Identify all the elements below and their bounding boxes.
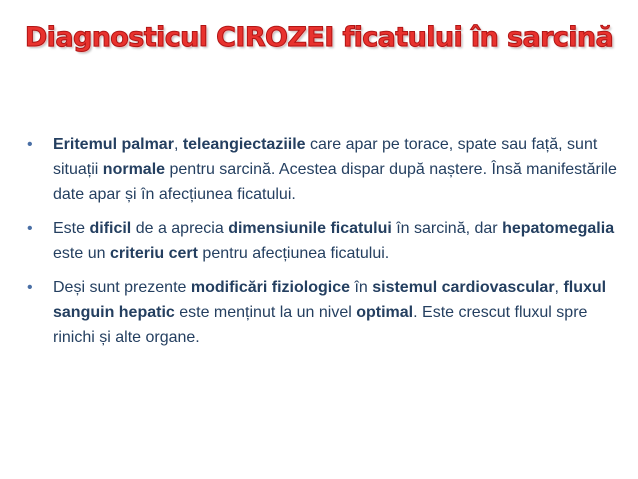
bullet-marker: • [27, 136, 33, 153]
text-segment: , [554, 279, 564, 296]
slide-title: Diagnosticul CIROZEI ficatului în sarcină [24, 22, 614, 53]
bold-text: Eritemul palmar [53, 136, 174, 153]
text-segment: de a aprecia [131, 220, 229, 237]
bullet-item [0, 216, 638, 266]
text-segment: este un [53, 245, 110, 262]
bold-text: fluxul sanguin hepatic [53, 279, 607, 321]
text-segment: , [173, 136, 183, 153]
text-segment: Este [53, 220, 90, 237]
bold-text: optimal [356, 304, 414, 321]
text-segment: este menținut la un nivel [174, 304, 357, 321]
bullet-item [0, 275, 638, 350]
bullet-list [0, 132, 638, 359]
bold-text: modificări fiziologice [190, 279, 350, 296]
bold-text: hepatomegalia [502, 220, 615, 237]
bullet-marker: • [27, 279, 33, 296]
bullet-marker: • [27, 220, 33, 237]
text-segment: în [350, 279, 373, 296]
text-segment: pentru sarcină. Acestea dispar după naștere. Însă manifestările date apar și în afecțiunea ficatului. [53, 161, 617, 203]
text-segment: Deși sunt prezente [53, 279, 191, 296]
bold-text: normale [102, 161, 166, 178]
text-segment: pentru afecțiunea ficatului. [197, 245, 390, 262]
bold-text: sistemul cardiovascular [372, 279, 555, 296]
bold-text: teleangiectaziile [182, 136, 306, 153]
bold-text: dificil [89, 220, 132, 237]
bullet-item [0, 132, 638, 207]
text-segment: . Este crescut fluxul spre rinichi și alte organe. [53, 304, 588, 346]
bold-text: dimensiunile ficatului [228, 220, 392, 237]
text-segment: în sarcină, dar [391, 220, 503, 237]
text-segment: care apar pe torace, spate sau față, sunt situații [53, 136, 598, 178]
bold-text: criteriu cert [109, 245, 198, 262]
